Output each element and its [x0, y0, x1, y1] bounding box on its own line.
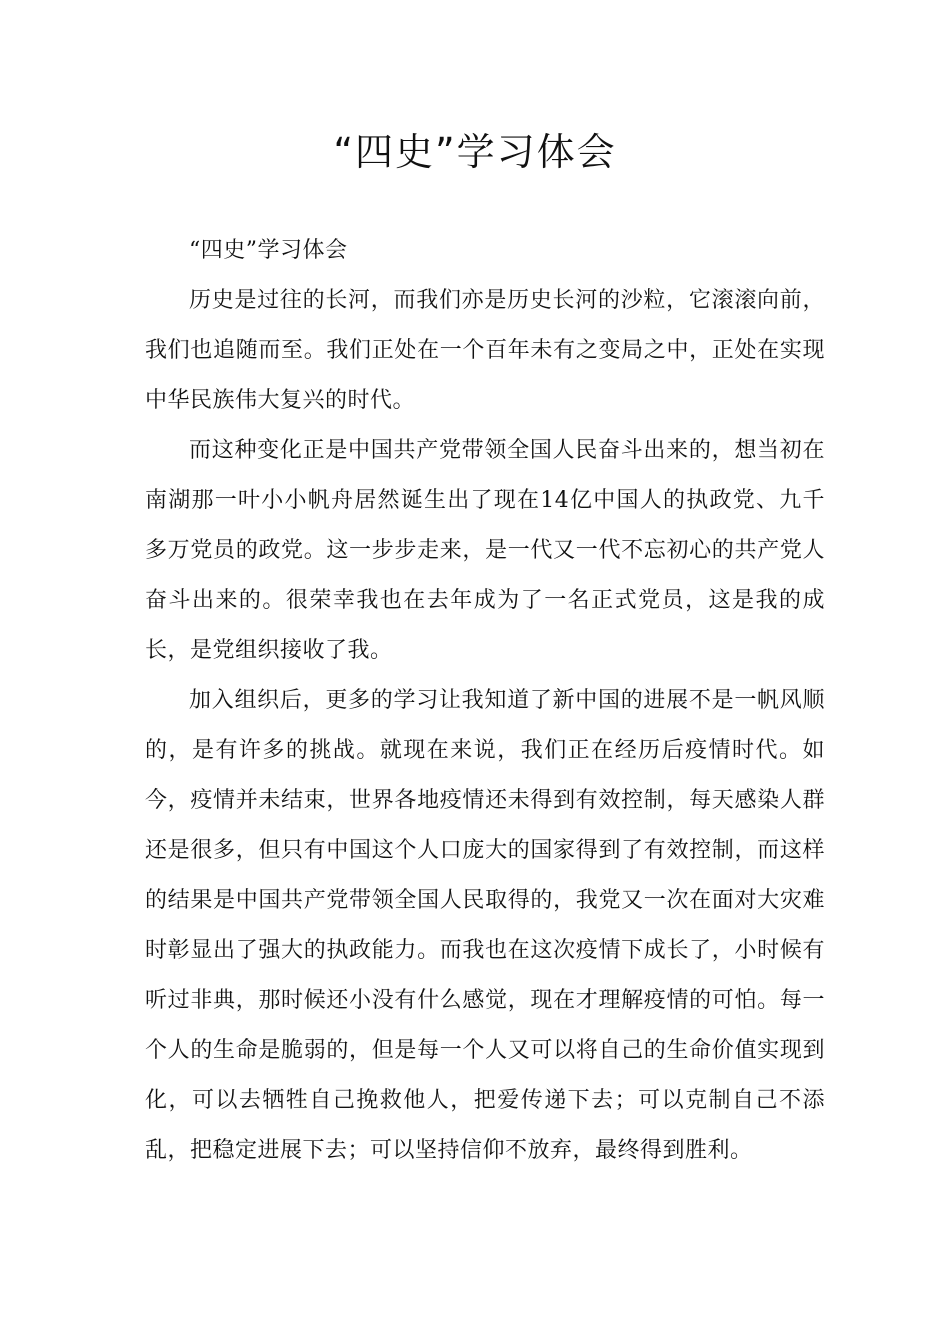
document-body — [145, 226, 825, 1176]
paragraph-3: 加入组织后，更多的学习让我知道了新中国的进展不是一帆风顺的，是有许多的挑战。就现在来说，我们正在经历后疫情时代。如今，疫情并未结束，世界各地疫情还未得到有效控制，每天感染人群还是很多，但只有中国这个人口庞大的国家得到了有效控制，而这样的结果是中国共产党带领全国人民取得的，我党又一次在面对大灾难时彰显出了强大的执政能力。而我也在这次疫情下成长了，小时候有听过非典，那时候还小没有什么感觉，现在才理解疫情的可怕。每一个人的生命是脆弱的，但是每一个人又可以将自己的生命价值实现到化，可以去牺牲自己挽救他人，把爱传递下去；可以克制自己不添乱，把稳定进展下去；可以坚持信仰不放弃，最终得到胜利。 — [145, 688, 825, 1163]
paragraph-subtitle: “四史”学习体会 — [189, 238, 348, 263]
paragraph-2: 而这种变化正是中国共产党带领全国人民奋斗出来的，想当初在南湖那一叶小小帆舟居然诞生出了现在14亿中国人的执政党、九千多万党员的政党。这一步步走来，是一代又一代不忘初心的共产党人奋斗出来的。很荣幸我也在去年成为了一名正式党员，这是我的成长，是党组织接收了我。 — [145, 438, 825, 663]
paragraph-1: 历史是过往的长河，而我们亦是历史长河的沙粒，它滚滚向前，我们也追随而至。我们正处在一个百年未有之变局之中，正处在实现中华民族伟大复兴的时代。 — [145, 288, 825, 413]
document-title: “四史”学习体会 — [333, 130, 617, 174]
